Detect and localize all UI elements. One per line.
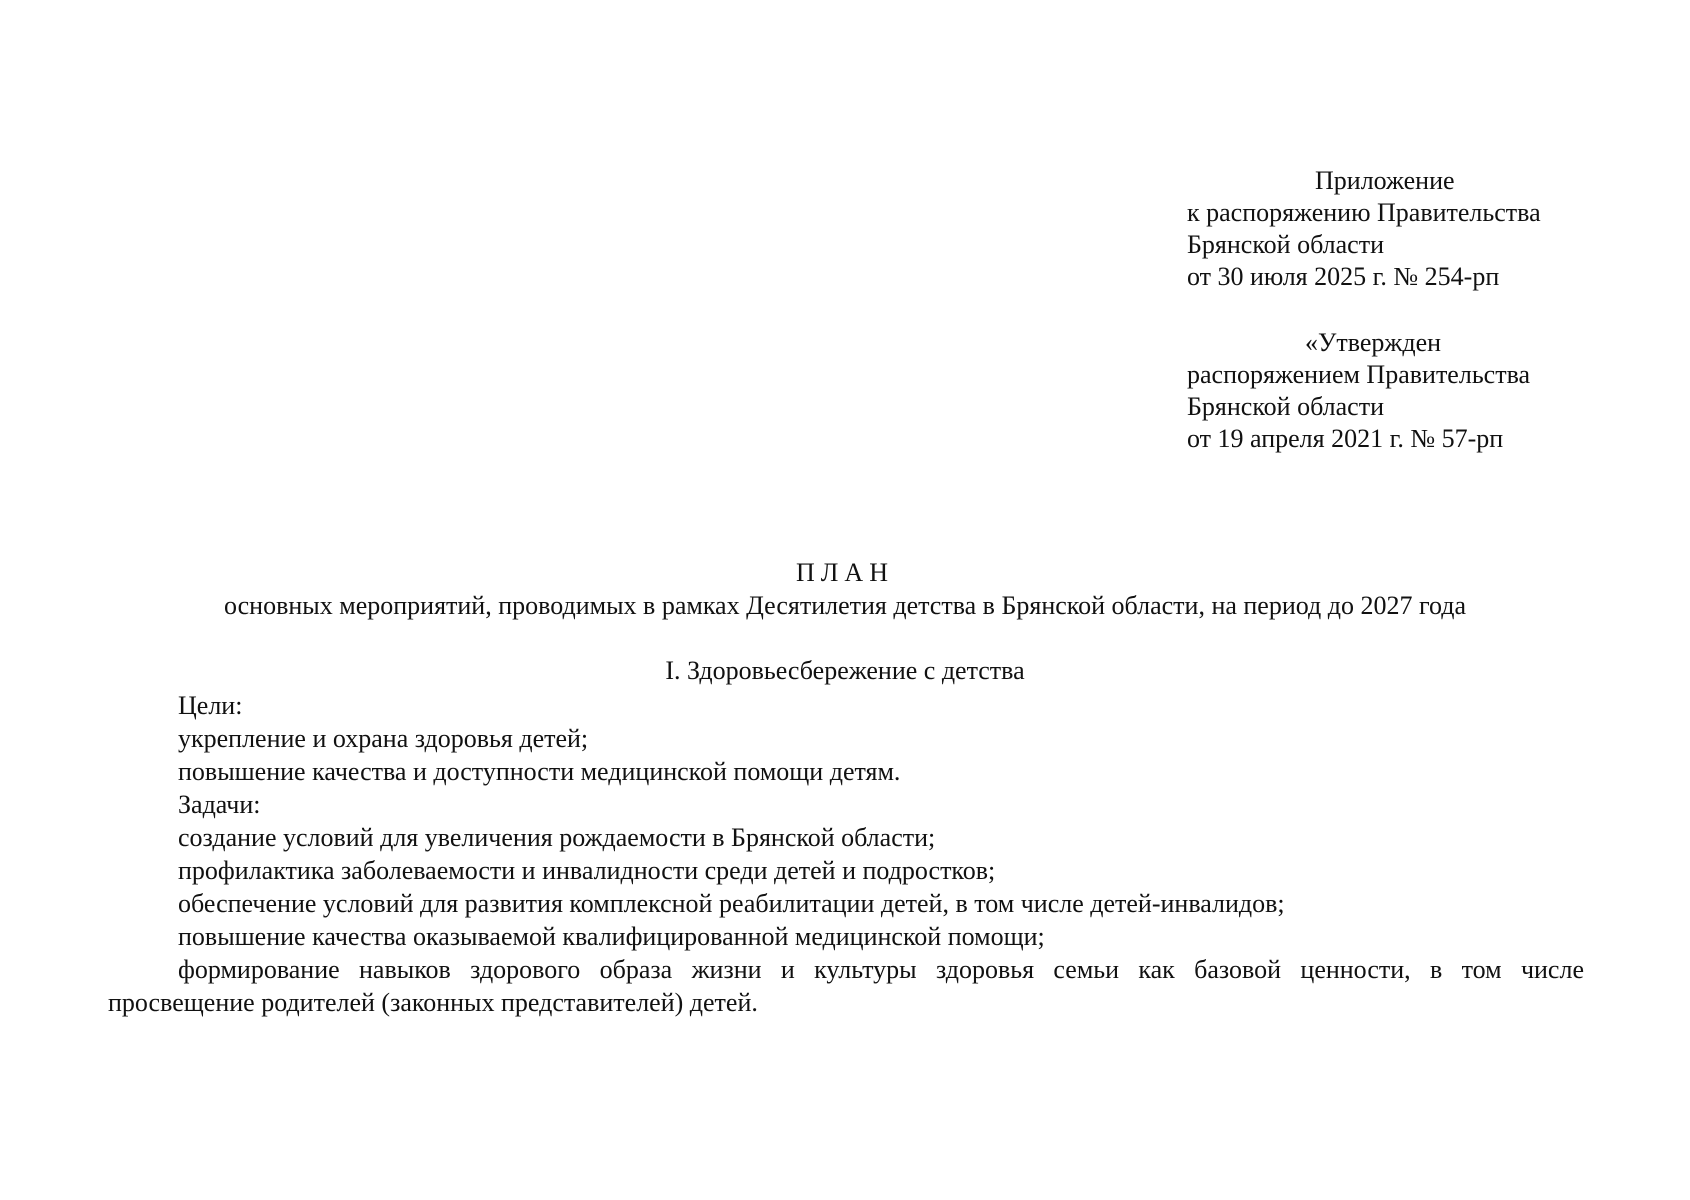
task-item: обеспечение условий для развития комплексной реабилитации детей, в том числе детей-инвалидов; <box>178 889 1285 918</box>
goal-item: укрепление и охрана здоровья детей; <box>178 724 589 753</box>
appendix-title: Приложение <box>1315 166 1455 195</box>
tasks-label: Задачи: <box>178 790 261 819</box>
approved-title: «Утвержден <box>1305 328 1442 357</box>
task-item: профилактика заболеваемости и инвалидности среди детей и подростков; <box>178 856 996 885</box>
plan-subtitle: основных мероприятий, проводимых в рамках Десятилетия детства в Брянской области, на период до 2027 года <box>223 591 1467 620</box>
goals-label: Цели: <box>178 691 243 720</box>
goal-item: повышение качества и доступности медицинской помощи детям. <box>178 757 901 786</box>
appendix-line-3: Брянской области <box>1187 230 1384 259</box>
task-item-justified <box>178 954 1584 986</box>
section-title: I. Здоровьесбережение с детства <box>665 656 1025 685</box>
appendix-date-number: от 30 июля 2025 г. № 254-рп <box>1187 262 1500 291</box>
approved-line-2: распоряжением Правительства <box>1187 360 1531 389</box>
approved-line-3: Брянской области <box>1187 392 1384 421</box>
task-line-1: формирование навыков здорового образа жизни и культуры здоровья семьи как базовой ценности, в том числе <box>178 955 1584 984</box>
plan-title: ПЛАН <box>796 558 894 587</box>
task-item: создание условий для увеличения рождаемости в Брянской области; <box>178 823 936 852</box>
task-item: повышение качества оказываемой квалифицированной медицинской помощи; <box>178 922 1045 951</box>
task-line-2: просвещение родителей (законных представителей) детей. <box>108 988 758 1017</box>
approved-date-number: от 19 апреля 2021 г. № 57-рп <box>1187 424 1504 453</box>
appendix-line-2: к распоряжению Правительства <box>1187 198 1541 227</box>
